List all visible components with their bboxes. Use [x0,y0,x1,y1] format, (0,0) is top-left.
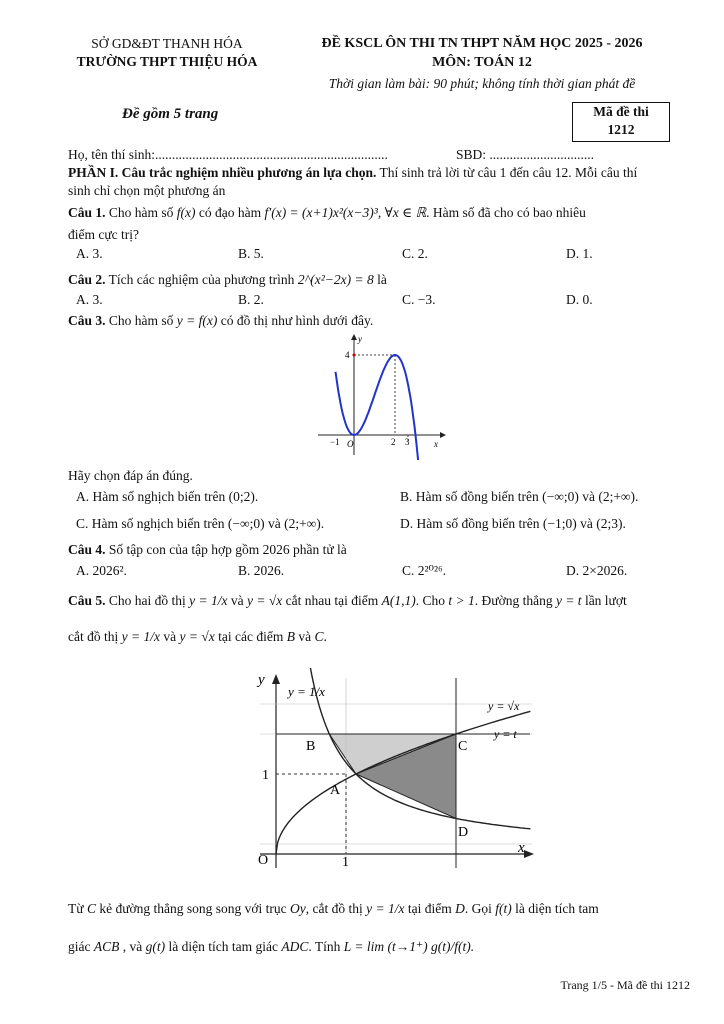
q5-para-2 [68,938,688,956]
q5-label-origin: O [258,853,269,868]
q2-option-b[interactable]: B. 2. [238,292,264,307]
subject-title: MÔN: TOÁN 12 [432,55,532,70]
q5-p2-acb: ACB [93,939,120,954]
q4-label: Câu 4. [68,542,106,557]
q5-label-x: x [518,840,525,856]
q5-p-oy: Oy [290,901,306,916]
q1-option-a[interactable]: A. 3. [76,246,103,261]
q5-point-a: A(1,1) [381,593,416,608]
q5-l2-c: tại các điểm [218,629,284,644]
q3-label-three: 3 [405,437,410,447]
q5-p2-gt: g(t) [145,939,166,954]
q5-and: và [230,593,244,608]
q5-label-inv: y = 1/x [288,684,325,699]
question-3 [68,312,688,330]
q5-l2-f1: y = 1/x [121,629,160,644]
q5-f2: y = √x [247,593,283,608]
q5-label-y: y [258,672,265,688]
q5-p-ft: f(t) [495,901,512,916]
q5-label-yt: y = t [494,727,517,741]
q5-p-cut: , cắt đồ thị [305,901,363,916]
q3-option-c[interactable]: C. Hàm số nghịch biến trên (−∞;0) và (2;+∞). [76,516,325,531]
q3-func: y = f(x) [176,313,218,328]
q5-p-d: tại điểm [407,901,452,916]
part1-heading [68,164,688,182]
exam-code-value: 1212 [607,122,635,137]
q5-para-1 [68,900,688,918]
q5-f1: y = 1/x [189,593,228,608]
q2-option-c[interactable]: C. −3. [402,292,436,307]
q3-text-end: có đồ thị như hình dưới đây. [220,313,374,328]
q3-option-b[interactable]: B. Hàm số đồng biến trên (−∞;0) và (2;+∞). [400,489,639,504]
q1-label: Câu 1. [68,205,106,220]
q1-text: Cho hàm số [108,205,174,220]
q3-label-y: y [358,334,362,344]
q5-p-a: Từ [68,901,84,916]
q3-y-arrow-icon [351,334,357,340]
q1-text-b: có đạo hàm [198,205,262,220]
q5-graph [250,668,540,874]
q5-p-e: . Gọi [464,901,492,916]
q5-label: Câu 5. [68,593,106,608]
q2-option-d[interactable]: D. 0. [566,292,593,307]
q3-option-d[interactable]: D. Hàm số đồng biến trên (−1;0) và (2;3). [400,516,626,531]
q5-p2-d: . Tính [308,939,341,954]
q5-text-c: . Cho [415,593,445,608]
q3-label-origin: O [347,439,354,449]
q2-option-a[interactable]: A. 3. [76,292,103,307]
q3-label-two: 2 [391,437,396,447]
q5-l2-ptb: B [286,629,295,644]
part1-desc: Thí sinh trả lời từ câu 1 đến câu 12. Mỗi câu thí [376,165,638,180]
q1-option-d[interactable]: D. 1. [566,246,593,261]
student-name-field: Họ, tên thí sinh:..................................................................... [68,147,388,162]
q5-label-one-y: 1 [262,768,269,783]
q5-p-b: kẻ đường thẳng song song với trục [99,901,287,916]
q3-option-a[interactable]: A. Hàm số nghịch biến trên (0;2). [76,489,259,504]
q5-y-arrow-icon [272,674,280,684]
q1-option-b[interactable]: B. 5. [238,246,264,261]
q5-text-a: Cho hai đồ thị [108,593,186,608]
time-note: Thời gian làm bài: 90 phút; không tính thời gian phát đề [328,76,636,91]
q4-text: Số tập con của tập hợp gồm 2026 phần tử là [108,542,347,557]
q5-text-e: lần lượt [584,593,627,608]
q1-text-c: . Hàm số đã cho có bao nhiêu [426,205,586,220]
q2-text: Tích các nghiệm của phương trình [108,272,295,287]
q3-x-arrow-icon [440,432,446,438]
q4-option-c[interactable]: C. 2²⁰²⁶. [402,563,447,578]
q5-cond: t > 1 [448,593,475,608]
question-5 [68,592,688,610]
q3-point [353,354,356,357]
q5-label-sqrt: y = √x [488,699,520,713]
q5-l2-b: và [163,629,177,644]
part1-desc-2: sinh chỉ chọn một phương án [68,183,226,198]
q2-label: Câu 2. [68,272,106,287]
student-sbd-field: SBD: ............................... [456,147,595,162]
school-name: TRƯỜNG THPT THIỆU HÓA [76,54,258,69]
q3-graph [300,330,450,460]
q5-label-one-x: 1 [342,855,349,870]
q5-line-yt: y = t [555,593,582,608]
q3-label-x: x [434,439,438,449]
q4-option-d[interactable]: D. 2×2026. [566,563,628,578]
page-footer: Trang 1/5 - Mã đề thi 1212 [560,978,690,992]
q1-text-d: điểm cực trị? [68,227,140,242]
q5-p2-a: giác [68,939,91,954]
q3-prompt: Hãy chọn đáp án đúng. [68,468,193,483]
q5-x-arrow-icon [524,850,534,858]
q5-line-2 [68,628,688,646]
q5-l2-a: cắt đồ thị [68,629,119,644]
exam-code-label: Mã đề thi [593,104,649,119]
department-name: SỞ GD&ĐT THANH HÓA [91,36,243,51]
q1-derivative: f′(x) = (x+1)x²(x−3)³, ∀x ∈ ℝ [264,205,427,220]
q5-p-c: C [86,901,96,916]
q3-label-neg1: −1 [330,437,340,447]
q5-p-f1: y = 1/x [366,901,405,916]
q5-text-b: cắt nhau tại điểm [285,593,379,608]
q5-label-c: C [458,739,468,754]
q5-label-a: A [330,783,341,798]
part1-title: PHẦN I. Câu trắc nghiệm nhiều phương án lựa chọn. [68,165,377,180]
q5-l2-f2: y = √x [179,629,215,644]
q3-label: Câu 3. [68,313,106,328]
q5-l2-ptc: C [314,629,324,644]
q5-p2-limit: L = lim (t→1⁺) g(t)/f(t). [343,939,475,954]
q3-text: Cho hàm số [108,313,174,328]
q2-equation: 2^(x²−2x) = 8 [297,272,374,287]
q5-p2-c: là diện tích tam giác [168,939,278,954]
q4-option-a[interactable]: A. 2026². [76,563,127,578]
q5-p-f: là diện tích tam [515,901,599,916]
q5-label-b: B [306,739,316,754]
q1-fx: f(x) [176,205,196,220]
q4-option-b[interactable]: B. 2026. [238,563,285,578]
q5-p2-adc: ADC [281,939,309,954]
pages-note: Đề gồm 5 trang [122,106,219,122]
q2-text-end: là [377,272,387,287]
question-1 [68,204,688,222]
q1-option-c[interactable]: C. 2. [402,246,428,261]
q3-label-four: 4 [345,350,350,360]
q5-p-ptd: D [455,901,465,916]
q5-l2-e: . [323,629,327,644]
q5-p2-b: , và [122,939,143,954]
exam-title: ĐỀ KSCL ÔN THI TN THPT NĂM HỌC 2025 - 2026 [321,36,643,51]
q5-label-d: D [458,825,469,840]
question-4 [68,541,688,559]
q5-text-d: . Đường thẳng [474,593,553,608]
q5-l2-d: và [298,629,312,644]
exam-code-box [572,102,670,142]
question-2 [68,271,688,289]
